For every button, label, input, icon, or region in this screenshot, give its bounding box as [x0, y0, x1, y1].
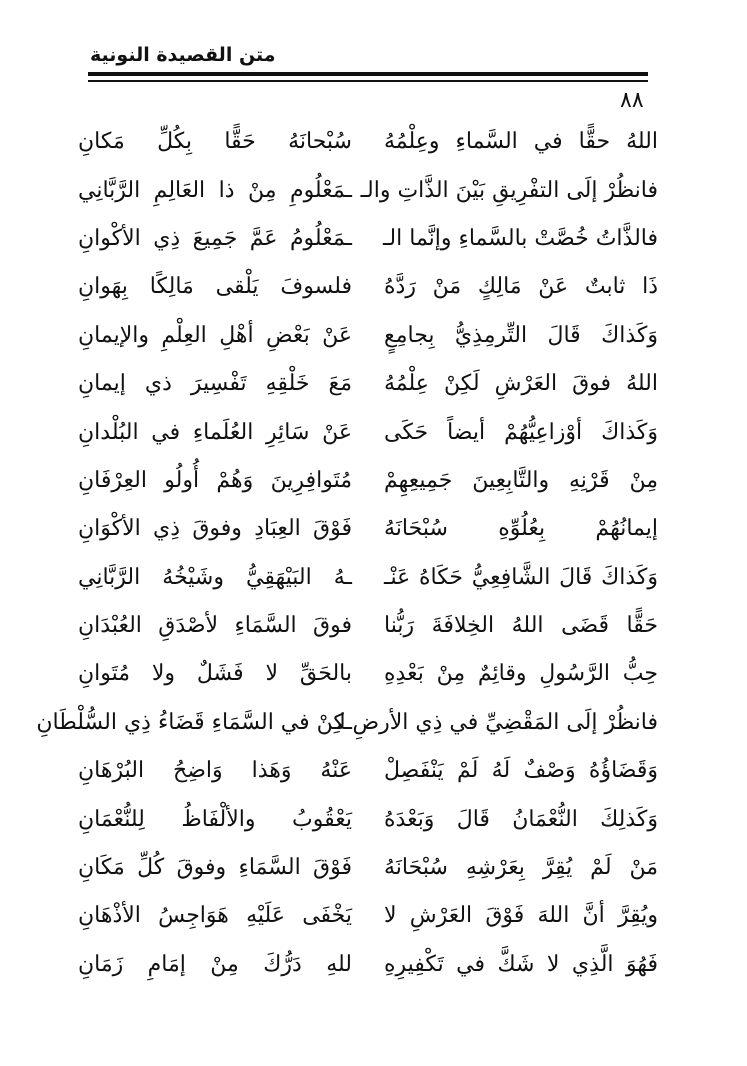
first-hemistich: ذَا ثابتٌ عَنْ مَالِكٍ مَنْ رَدَّهُ: [384, 274, 658, 300]
verse-line: [78, 312, 658, 360]
verse-line: [78, 650, 658, 698]
poem-verses: [36, 118, 658, 989]
verse-line: [78, 747, 658, 795]
verse-line: [36, 699, 658, 747]
second-hemistich: ـهُ البَيْهَقِيُّ وشَيْخُهُ الرَّبَّانِي: [78, 564, 352, 590]
first-hemistich: مِنْ قَرْنِهِ والتَّابِعِينَ جَمِيعِهِمْ: [384, 467, 658, 493]
second-hemistich: عَنْهُ وَهَذا وَاضِحُ البُرْهَانِ: [78, 758, 352, 784]
verse-line: [78, 795, 658, 843]
second-hemistich: عَنْ بَعْضِ أهْلِ العِلْمِ والإيمانِ: [78, 322, 352, 348]
second-hemistich: يَخْفَى عَلَيْهِ هَوَاجِسُ الأذْهَانِ: [78, 903, 352, 929]
verse-line: [78, 166, 658, 214]
header-rule-thin: [88, 80, 648, 82]
first-hemistich: فَهُوَ الَّذِي لا شَكَّ في تَكْفِيرِهِ: [384, 951, 658, 977]
verse-line: [78, 892, 658, 940]
first-hemistich: ويُقِرَّ أنَّ اللهَ فَوْقَ العَرْشِ لا: [384, 903, 658, 929]
verse-line: [78, 118, 658, 166]
verse-line: [78, 505, 658, 553]
second-hemistich: فوقَ السَّمَاءِ لأصْدَقِ العُبْدَانِ: [78, 613, 352, 639]
verse-line: [78, 360, 658, 408]
running-title: متن القصيدة النونية: [90, 44, 276, 66]
first-hemistich: حَقًّا قَضَى اللهُ الخِلافَةَ رَبُّنا: [384, 613, 658, 639]
verse-line: [78, 263, 658, 311]
verse-line: [78, 215, 658, 263]
first-hemistich: وَقَضَاؤُهُ وَصْفٌ لَهُ لَمْ يَنْفَصِلْ: [384, 758, 658, 784]
first-hemistich: حِبُّ الرَّسُولِ وقائِمٌ مِنْ بَعْدِهِ: [384, 661, 658, 687]
verse-line: [78, 602, 658, 650]
first-hemistich: وَكَذاكَ قَالَ الشَّافِعِيُّ حَكَاهُ عَنْـ: [384, 564, 658, 590]
first-hemistich: فانظُرْ إلَى التفْرِيقِ بَيْنَ الذَّاتِ والـ: [360, 177, 658, 203]
verse-line: [78, 941, 658, 989]
second-hemistich: ـكِنْ في السَّمَاءِ قَضَاءُ ذِي السُّلْطَانِ: [36, 709, 352, 735]
first-hemistich: اللهُ فوقَ العَرْشِ لَكِنْ عِلْمُهُ: [384, 371, 658, 397]
second-hemistich: للهِ دَرُّكَ مِنْ إمَامِ زَمَانِ: [78, 951, 352, 977]
page-number: ٨٨: [620, 88, 644, 113]
first-hemistich: فانظُرْ إلَى المَقْضِيِّ في ذِي الأرضِ لـ: [332, 709, 658, 735]
first-hemistich: وَكَذاكَ أوْزاعِيُّهُمْ أيضاً حَكَى: [384, 419, 658, 445]
second-hemistich: عَنْ سَائِرِ العُلَماءِ في البُلْدانِ: [78, 419, 352, 445]
first-hemistich: اللهُ حقًّا في السَّماءِ وعِلْمُهُ: [384, 129, 658, 155]
verse-line: [78, 554, 658, 602]
verse-line: [78, 844, 658, 892]
second-hemistich: مُتَوافِرِينَ وَهُمْ أُولُو العِرْفَانِ: [78, 467, 352, 493]
second-hemistich: بالحَقِّ لا فَشَلٌ ولا مُتَوانِ: [78, 661, 352, 687]
second-hemistich: فَوْقَ العِبَادِ وفوقَ ذِي الأكْوَانِ: [78, 516, 352, 542]
second-hemistich: يَعْقُوبُ والألْفَاظُ لِلنُّعْمَانِ: [78, 806, 352, 832]
second-hemistich: سُبْحانَهُ حَقًّا بِكُلِّ مَكانِ: [78, 129, 352, 155]
first-hemistich: إيمانُهُمْ بِعُلُوِّهِ سُبْحَانَهُ: [384, 516, 658, 542]
first-hemistich: وَكَذاكَ قَالَ التِّرمِذِيُّ بِجامِعٍ: [384, 322, 658, 348]
verse-line: [78, 408, 658, 456]
second-hemistich: مَعَ خَلْقِهِ تَفْسِيرَ ذي إيمانِ: [78, 371, 352, 397]
second-hemistich: فَوْقَ السَّمَاءِ وفوقَ كُلِّ مَكَانِ: [78, 855, 352, 881]
second-hemistich: فلسوفَ يَلْقى مَالِكًا بِهَوانِ: [78, 274, 352, 300]
second-hemistich: ـمَعْلُومِ مِنْ ذا العَالِمِ الرَّبَّانِي: [78, 177, 352, 203]
first-hemistich: مَنْ لَمْ يُقِرَّ بِعَرْشِهِ سُبْحَانَهُ: [384, 855, 658, 881]
header-rule-thick: [88, 72, 648, 76]
second-hemistich: ـمَعْلُومُ عَمَّ جَمِيعَ ذِي الأكْوانِ: [78, 225, 352, 251]
first-hemistich: وَكَذلِكَ النُّعْمَانُ قَالَ وَبَعْدَهُ: [384, 806, 658, 832]
verse-line: [78, 457, 658, 505]
first-hemistich: فالذَّاتُ خُصَّتْ بالسَّماءِ وإنَّما الـ: [382, 225, 658, 251]
